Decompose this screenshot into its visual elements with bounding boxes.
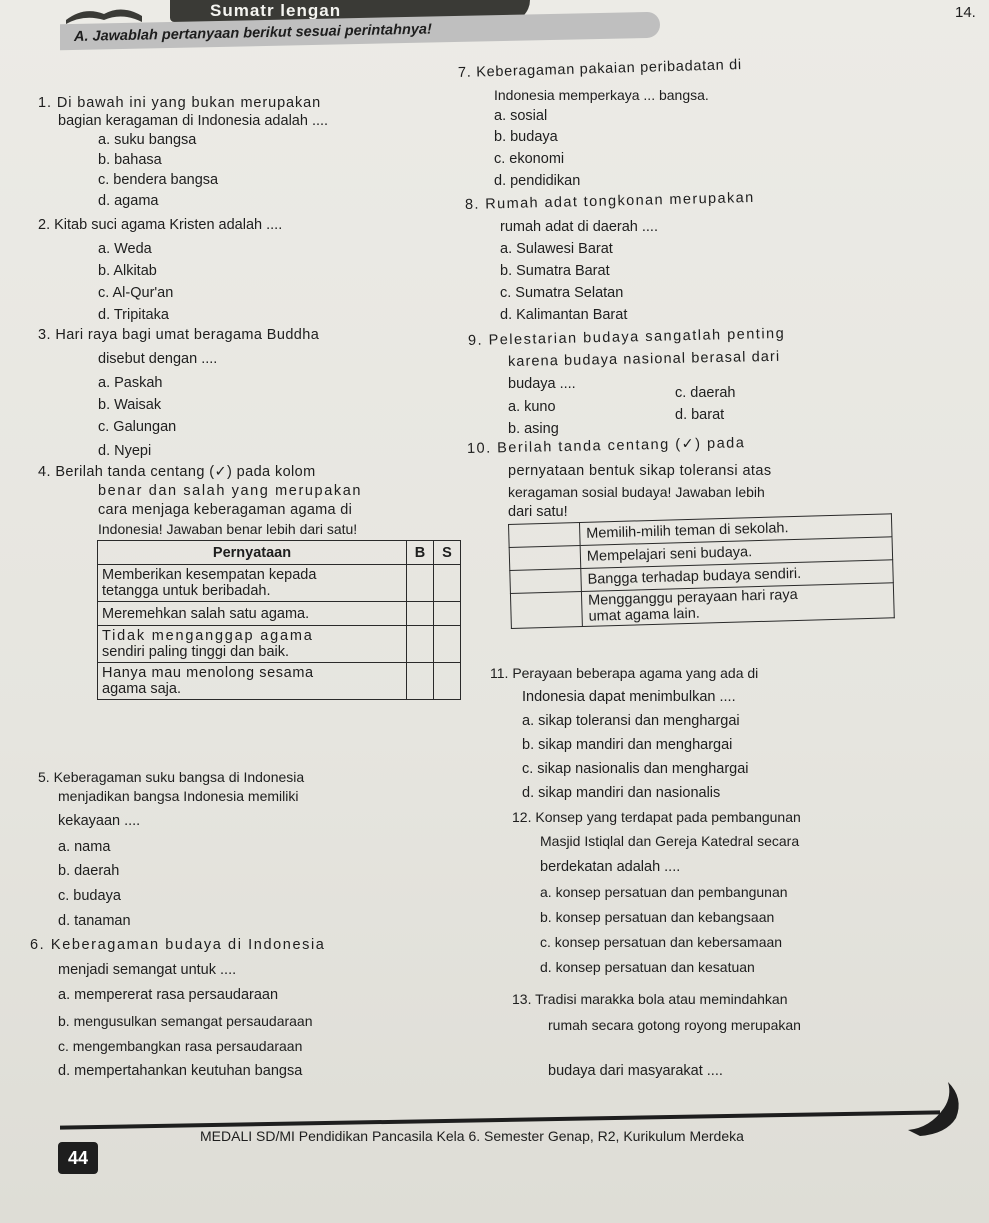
question-stem: Indonesia dapat menimbulkan ....	[522, 689, 736, 705]
attitude-table	[508, 513, 895, 629]
option-d[interactable]: d. tanaman	[58, 913, 131, 929]
option-b[interactable]: b. Sumatra Barat	[500, 263, 610, 279]
check-box[interactable]	[510, 591, 582, 628]
question-stem: rumah secara gotong royong merupakan	[548, 1017, 801, 1033]
option-a[interactable]: a. sikap toleransi dan menghargai	[522, 713, 740, 729]
check-cell-salah[interactable]	[434, 663, 461, 700]
statement-line: sendiri paling tinggi dan baik.	[102, 644, 290, 660]
page-number-top: 14.	[955, 4, 976, 21]
statement-line: Mengganggu perayaan hari raya	[587, 586, 798, 609]
option-c[interactable]: c. Galungan	[98, 419, 177, 435]
table-row	[98, 626, 461, 663]
table-header	[98, 541, 461, 565]
question-stem: budaya ....	[508, 376, 576, 392]
question-stem: bagian keragaman di Indonesia adalah ....	[58, 113, 329, 129]
check-cell-benar[interactable]	[407, 663, 434, 700]
check-box[interactable]	[509, 523, 581, 548]
option-a[interactable]: a. konsep persatuan dan pembangunan	[540, 884, 788, 900]
check-cell-salah[interactable]	[434, 565, 461, 602]
table-row	[98, 663, 461, 700]
statement-line: tetangga untuk beribadah.	[102, 583, 271, 599]
question-stem: benar dan salah yang merupakan	[98, 483, 363, 499]
question-stem: 8. Rumah adat tongkonan merupakan	[464, 189, 755, 213]
check-cell-benar[interactable]	[407, 626, 434, 663]
question-stem: Indonesia memperkaya ... bangsa.	[494, 87, 709, 103]
option-a[interactable]: a. nama	[58, 839, 111, 855]
statement-line: umat agama lain.	[588, 605, 701, 625]
option-d[interactable]: d. sikap mandiri dan nasionalis	[522, 785, 721, 801]
option-d[interactable]: d. barat	[675, 407, 725, 423]
option-c[interactable]: c. mengembangkan rasa persaudaraan	[58, 1038, 303, 1054]
question-stem: 1. Di bawah ini yang bukan merupakan	[38, 95, 322, 111]
question-stem: 13. Tradisi marakka bola atau memindahkan	[512, 991, 788, 1007]
option-a[interactable]: a. Paskah	[98, 375, 163, 391]
statement-line: Hanya mau menolong sesama	[102, 665, 314, 681]
option-d[interactable]: d. Tripitaka	[98, 307, 169, 323]
question-stem: menjadikan bangsa Indonesia memiliki	[58, 788, 299, 804]
footer-text: MEDALI SD/MI Pendidikan Pancasila Kela 6. Semester Genap, R2, Kurikulum Merdeka	[200, 1128, 744, 1144]
check-cell-benar[interactable]	[407, 602, 434, 626]
question-stem: kekayaan ....	[58, 813, 141, 829]
book-logo-icon	[64, 0, 144, 24]
statement-cell: Bangga terhadap budaya sendiri.	[581, 560, 894, 592]
question-stem: disebut dengan ....	[98, 351, 218, 367]
question-stem: dari satu!	[508, 504, 568, 520]
table-row	[98, 565, 461, 602]
statement-cell: Memilih-milih teman di sekolah.	[579, 514, 892, 546]
chapter-banner-text: Sumatr lengan	[210, 1, 342, 20]
question-stem: Masjid Istiqlal dan Gereja Katedral secara	[540, 833, 800, 849]
statement-cell	[98, 626, 407, 663]
question-stem: 4. Berilah tanda centang (✓) pada kolom	[38, 464, 316, 480]
option-c[interactable]: c. bendera bangsa	[98, 172, 219, 188]
question-stem: keragaman sosial budaya! Jawaban lebih	[508, 484, 765, 500]
check-cell-salah[interactable]	[434, 602, 461, 626]
question-stem: 7. Keberagaman pakaian peribadatan di	[457, 57, 742, 81]
question-stem: 12. Konsep yang terdapat pada pembangunan	[512, 809, 801, 825]
option-a[interactable]: a. kuno	[508, 399, 556, 415]
option-b[interactable]: b. budaya	[494, 129, 558, 145]
question-stem: 2. Kitab suci agama Kristen adalah ....	[38, 217, 283, 233]
option-c[interactable]: c. Sumatra Selatan	[500, 285, 624, 301]
option-c[interactable]: c. budaya	[58, 888, 121, 904]
question-stem: cara menjaga keberagaman agama di	[98, 502, 353, 518]
statement-line: Tidak menganggap agama	[102, 628, 314, 644]
option-c[interactable]: c. sikap nasionalis dan menghargai	[522, 761, 749, 777]
option-b[interactable]: b. mengusulkan semangat persaudaraan	[58, 1013, 313, 1029]
option-a[interactable]: a. mempererat rasa persaudaraan	[58, 987, 279, 1003]
check-box[interactable]	[509, 545, 581, 570]
check-box[interactable]	[510, 568, 582, 593]
option-b[interactable]: b. Alkitab	[98, 263, 157, 279]
statement-cell	[98, 663, 407, 700]
option-c[interactable]: c. konsep persatuan dan kebersamaan	[540, 934, 783, 950]
header-salah: S	[434, 541, 461, 565]
statement-cell	[98, 565, 407, 602]
option-d[interactable]: d. mempertahankan keutuhan bangsa	[58, 1063, 303, 1079]
option-b[interactable]: b. sikap mandiri dan menghargai	[522, 737, 733, 753]
question-stem: rumah adat di daerah ....	[500, 219, 658, 235]
statement-cell	[98, 602, 407, 626]
option-b[interactable]: b. bahasa	[98, 152, 162, 168]
swoosh-decoration-icon	[900, 1078, 970, 1138]
question-stem: 6. Keberagaman budaya di Indonesia	[30, 937, 326, 953]
section-title: A. Jawablah pertanyaan berikut sesuai perintahnya!	[60, 12, 660, 51]
statement-table	[97, 540, 461, 700]
statement-line: agama saja.	[102, 681, 181, 697]
statement-cell: Mempelajari seni budaya.	[580, 537, 893, 569]
option-a[interactable]: a. sosial	[494, 108, 548, 124]
check-cell-salah[interactable]	[434, 626, 461, 663]
statement-line: Meremehkan salah satu agama.	[102, 605, 310, 622]
option-d[interactable]: d. Kalimantan Barat	[500, 307, 628, 323]
question-stem: 11. Perayaan beberapa agama yang ada di	[490, 665, 759, 681]
question-stem: 9. Pelestarian budaya sangatlah penting	[467, 325, 786, 349]
option-d[interactable]: d. konsep persatuan dan kesatuan	[540, 959, 755, 975]
question-stem: 5. Keberagaman suku bangsa di Indonesia	[38, 769, 305, 785]
option-d[interactable]: d. agama	[98, 193, 159, 209]
option-a[interactable]: a. Weda	[98, 241, 152, 257]
question-stem: Indonesia! Jawaban benar lebih dari satu!	[98, 521, 358, 537]
option-b[interactable]: b. daerah	[58, 863, 120, 879]
header-benar: B	[407, 541, 434, 565]
option-c[interactable]: c. Al-Qur'an	[98, 285, 174, 301]
question-stem: menjadi semangat untuk ....	[58, 962, 237, 978]
question-stem: berdekatan adalah ....	[540, 859, 681, 875]
header-statement: Pernyataan	[98, 541, 407, 565]
option-d[interactable]: d. pendidikan	[494, 173, 581, 189]
option-b[interactable]: b. asing	[508, 421, 559, 437]
table-row	[98, 602, 461, 626]
question-stem: pernyataan bentuk sikap toleransi atas	[508, 463, 772, 479]
option-b[interactable]: b. Waisak	[98, 397, 162, 413]
option-c[interactable]: c. daerah	[675, 385, 736, 401]
question-stem: 10. Berilah tanda centang (✓) pada	[466, 435, 746, 457]
question-stem: budaya dari masyarakat ....	[548, 1063, 723, 1079]
option-c[interactable]: c. ekonomi	[494, 151, 565, 167]
check-cell-benar[interactable]	[407, 565, 434, 602]
statement-line: Memberikan kesempatan kepada	[102, 567, 317, 583]
question-stem: 3. Hari raya bagi umat beragama Buddha	[38, 327, 320, 343]
page-number: 44	[58, 1142, 98, 1174]
option-a[interactable]: a. suku bangsa	[98, 132, 197, 148]
option-b[interactable]: b. konsep persatuan dan kebangsaan	[540, 909, 775, 925]
option-a[interactable]: a. Sulawesi Barat	[500, 241, 613, 257]
question-stem: karena budaya nasional berasal dari	[507, 348, 781, 370]
option-d[interactable]: d. Nyepi	[98, 443, 152, 459]
